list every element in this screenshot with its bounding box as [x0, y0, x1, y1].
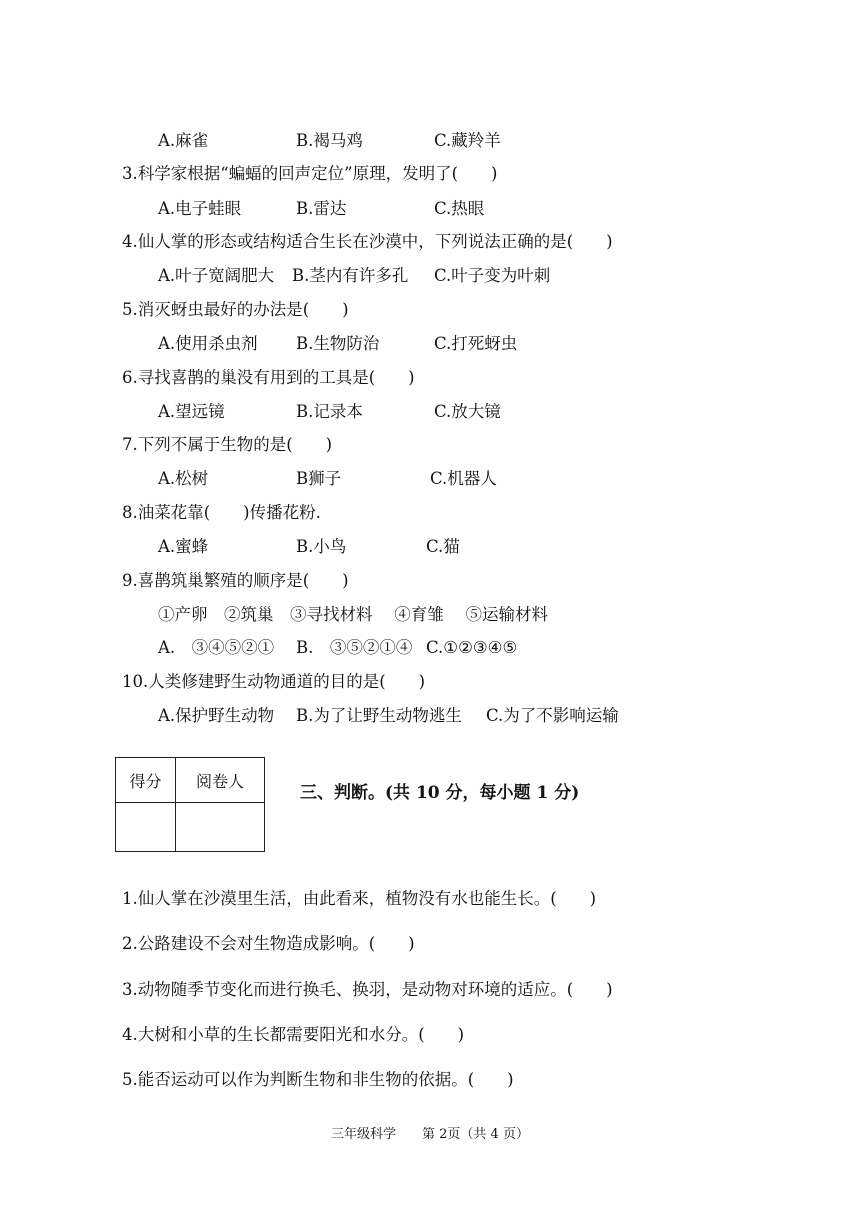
q9-steps: ①产卵 ②筑巢 ③寻找材料 ④育雏 ⑤运输材料 [158, 605, 548, 624]
q4-option-c: C.叶子变为叶刺 [434, 266, 551, 285]
q8-stem: 8.油菜花靠( )传播花粉. [122, 503, 321, 522]
q9-stem: 9.喜鹊筑巢繁殖的顺序是( ) [122, 571, 349, 590]
q9-option-a: A. ③④⑤②① [158, 638, 275, 657]
q8-option-a: A.蜜蜂 [158, 537, 209, 556]
q6-option-c: C.放大镜 [434, 402, 501, 421]
q6-stem: 6.寻找喜鹊的巢没有用到的工具是( ) [122, 368, 415, 387]
judge-item-1: 1.仙人掌在沙漠里生活，由此看来，植物没有水也能生长。( ) [122, 889, 597, 908]
q7-stem: 7.下列不属于生物的是( ) [122, 435, 333, 454]
q3-stem: 3.科学家根据“蝙蝠的回声定位”原理，发明了( ) [122, 164, 498, 183]
judge-item-5: 5.能否运动可以作为判断生物和非生物的依据。( ) [122, 1070, 514, 1089]
q10-option-a: A.保护野生动物 [158, 706, 275, 725]
q7-option-a: A.松树 [158, 469, 209, 488]
section-3-title: 三、判断。(共 10 分，每小题 1 分) [300, 783, 580, 803]
judge-item-4: 4.大树和小草的生长都需要阳光和水分。( ) [122, 1025, 465, 1044]
q10-stem: 10.人类修建野生动物通道的目的是( ) [122, 672, 426, 691]
page-footer: 三年级科学 第 2页（共 4 页） [331, 1127, 529, 1142]
q3-option-a: A.电子蛙眼 [158, 199, 242, 218]
score-label: 得分 [116, 758, 176, 803]
q10-option-b: B.为了让野生动物逃生 [296, 706, 462, 725]
q6-option-b: B.记录本 [296, 402, 363, 421]
q3-option-c: C.热眼 [434, 199, 485, 218]
q2-option-c: C.藏羚羊 [434, 131, 501, 150]
q9-option-c: C.①②③④⑤ [426, 638, 518, 657]
score-cell [116, 803, 176, 852]
q9-option-b: B. ③⑤②①④ [296, 638, 413, 657]
score-table [115, 757, 265, 852]
q2-option-a: A.麻雀 [158, 131, 209, 150]
q3-option-b: B.雷达 [296, 199, 347, 218]
q5-option-a: A.使用杀虫剂 [158, 334, 258, 353]
q8-option-b: B.小鸟 [296, 537, 347, 556]
q8-option-c: C.猫 [426, 537, 460, 556]
q5-stem: 5.消灭蚜虫最好的办法是( ) [122, 300, 349, 319]
grader-label: 阅卷人 [175, 758, 264, 803]
q7-option-b: B狮子 [296, 469, 342, 488]
q10-option-c: C.为了不影响运输 [486, 706, 619, 725]
q5-option-c: C.打死蚜虫 [434, 334, 518, 353]
q4-option-b: B.茎内有许多孔 [292, 266, 409, 285]
judge-item-2: 2.公路建设不会对生物造成影响。( ) [122, 934, 415, 953]
q4-option-a: A.叶子宽阔肥大 [158, 266, 275, 285]
q6-option-a: A.望远镜 [158, 402, 225, 421]
grader-cell [175, 803, 264, 852]
q5-option-b: B.生物防治 [296, 334, 380, 353]
q2-option-b: B.褐马鸡 [296, 131, 363, 150]
judge-item-3: 3.动物随季节变化而进行换毛、换羽，是动物对环境的适应。( ) [122, 980, 613, 999]
q7-option-c: C.机器人 [430, 469, 497, 488]
q4-stem: 4.仙人掌的形态或结构适合生长在沙漠中，下列说法正确的是( ) [122, 232, 613, 251]
